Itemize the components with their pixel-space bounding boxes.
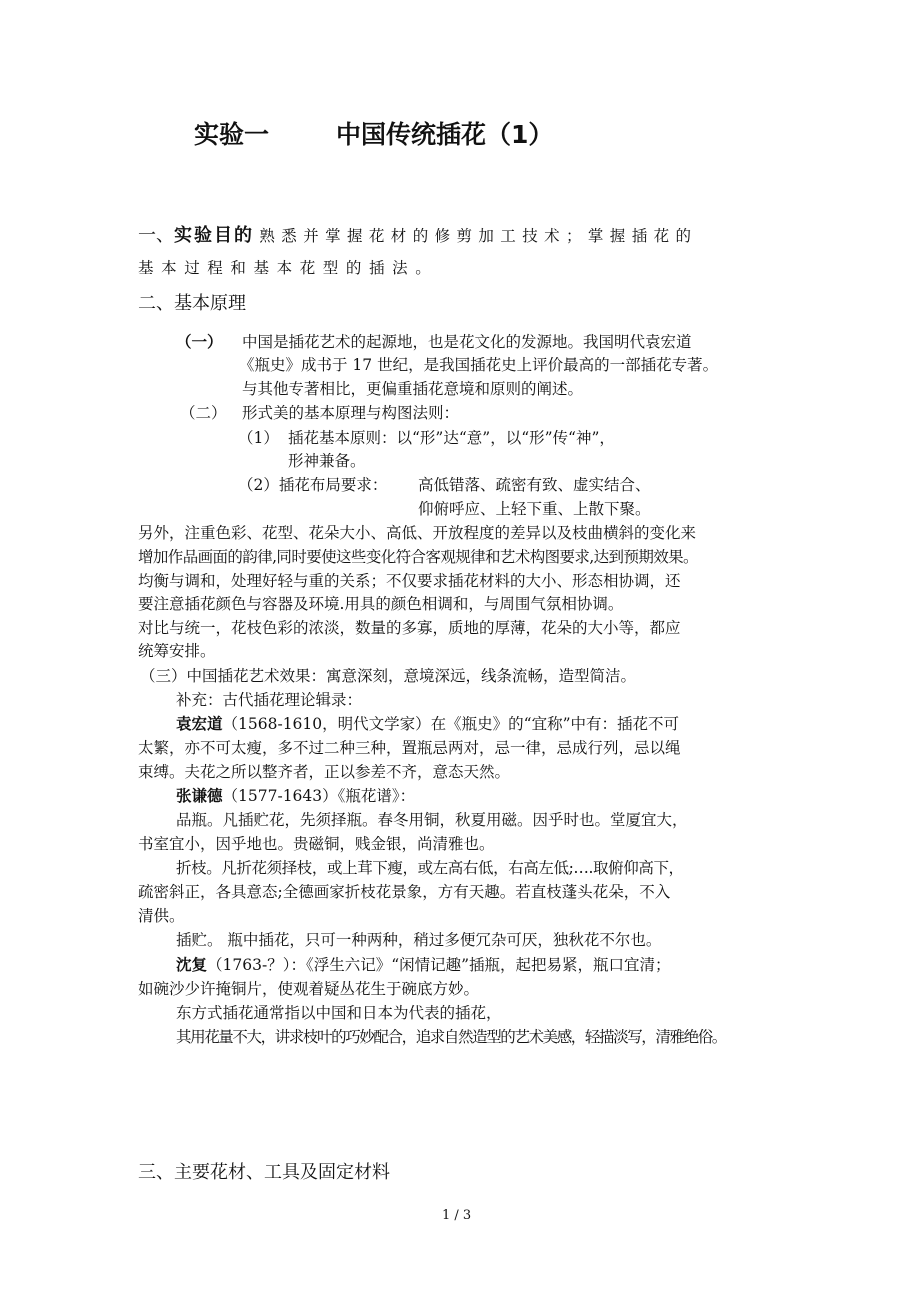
item2-label: （二） (180, 404, 227, 422)
paragraph-line: 统筹安排。 (138, 642, 216, 660)
item2-text: 形式美的基本原理与构图法则： (242, 404, 460, 422)
pinping-line: 品瓶。凡插贮花，先须择瓶。春冬用铜，秋夏用磁。因乎时也。堂厦宜大， (176, 811, 688, 829)
paragraph-line: 增加作品画面的韵律,同时要使这些变化符合客观规律和艺术构图要求,达到预期效果。 (138, 548, 698, 566)
item1-line: 中国是插花艺术的起源地，也是花文化的发源地。我国明代袁宏道 (242, 333, 692, 351)
chazhu-line: 插贮。 瓶中插花，只可一种两种，稍过多便冗杂可厌，独秋花不尔也。 (176, 931, 662, 949)
yuan-line1 (176, 714, 679, 734)
paragraph-line: 要注意插花颜色与容器及环境.用具的颜色相调和，与周围气氛相协调。 (138, 595, 624, 613)
sub2-line: 仰俯呼应、上轻下重、上散下聚。 (418, 500, 651, 518)
title-main: 中国传统插花（1） (336, 120, 554, 149)
title-experiment-number: 实验一 (194, 120, 270, 149)
section1-line1 (138, 224, 697, 248)
zhang-line-text: （1577-1643）《瓶花谱》： (222, 787, 416, 805)
zhang-line (176, 786, 415, 806)
paragraph-line: 对比与统一，花枝色彩的浓淡，数量的多寡，质地的厚薄，花朵的大小等，都应 (138, 619, 681, 637)
sub1-line: 形神兼备。 (288, 452, 366, 470)
paragraph-line: 另外，注重色彩、花型、花朵大小、高低、开放程度的差异以及枝曲横斜的变化来 (138, 524, 697, 542)
shen-line2: 如碗沙少许掩铜片，使观着疑丛花生于碗底方妙。 (138, 980, 480, 998)
yuan-line2: 太繁，亦不可太瘦，多不过二种三种，置瓶忌两对，忌一律，忌成行列，忌以绳 (138, 739, 681, 757)
shen-line1-text: （1763-？）：《浮生六记》“闲情记趣”插瓶，起把易紧，瓶口宜清； (207, 956, 671, 974)
item1-line: 与其他专著相比，更偏重插花意境和原则的阐述。 (242, 380, 584, 398)
sub1-line: 插花基本原则：以“形”达“意”，以“形”传“神”， (288, 429, 615, 447)
author-name-shen: 沈复 (176, 956, 208, 974)
section1-prefix: 一、 (138, 225, 174, 246)
section2-heading: 二、基本原理 (138, 293, 246, 314)
sub2-line: 高低错落、疏密有致、虚实结合、 (418, 476, 651, 494)
section1-heading: 实验目的 (174, 225, 254, 246)
zhezhi-line: 疏密斜正，各具意态;全德画家折枝花景象，方有天趣。若直枝蓬头花朵，不入 (138, 883, 671, 901)
shen-line1 (176, 955, 671, 975)
item1-line: 《瓶史》成书于 17 世纪，是我国插花史上评价最高的一部插花专著。 (239, 356, 719, 374)
eastern-line: 东方式插花通常指以中国和日本为代表的插花， (176, 1004, 502, 1022)
zhezhi-line: 清供。 (138, 907, 185, 925)
item3-text: （三）中国插花艺术效果：寓意深刻，意境深远，线条流畅，造型简洁。 (140, 667, 637, 685)
author-name-yuan: 袁宏道 (176, 715, 223, 733)
sub1-label: （1） (238, 429, 279, 447)
section1-text-line2: 基本过程和基本花型的插法。 (138, 259, 439, 277)
yuan-line1-text: （1568-1610，明代文学家）在《瓶史》的“宜称”中有：插花不可 (222, 715, 679, 733)
eastern-line: 其用花量不大，讲求枝叶的巧妙配合，追求自然造型的艺术美感，轻描淡写，清雅绝俗。 (176, 1028, 726, 1046)
page-number: 1 / 3 (442, 1208, 472, 1223)
author-name-zhang: 张谦德 (176, 787, 223, 805)
zhezhi-line: 折枝。凡折花须择枝，或上茸下瘦，或左高右低，右高左低;….取俯仰高下， (176, 859, 684, 877)
section3-heading: 三、主要花材、工具及固定材料 (138, 1162, 390, 1183)
pinping-line: 书室宜小，因乎地也。贵磁铜，贱金银，尚清雅也。 (138, 835, 495, 853)
sub2-label: （2）插花布局要求： (238, 476, 388, 494)
supplement-heading: 补充：古代插花理论辑录： (176, 691, 363, 709)
yuan-line3: 束缚。夫花之所以整齐者，正以参差不齐，意态天然。 (138, 763, 511, 781)
section1-text-line1: 熟悉并掌握花材的修剪加工技术；掌握插花的 (259, 227, 698, 245)
paragraph-line: 均衡与调和，处理好轻与重的关系；不仅要求插花材料的大小、形态相协调，还 (138, 572, 681, 590)
item1-label: （一） (176, 333, 223, 351)
